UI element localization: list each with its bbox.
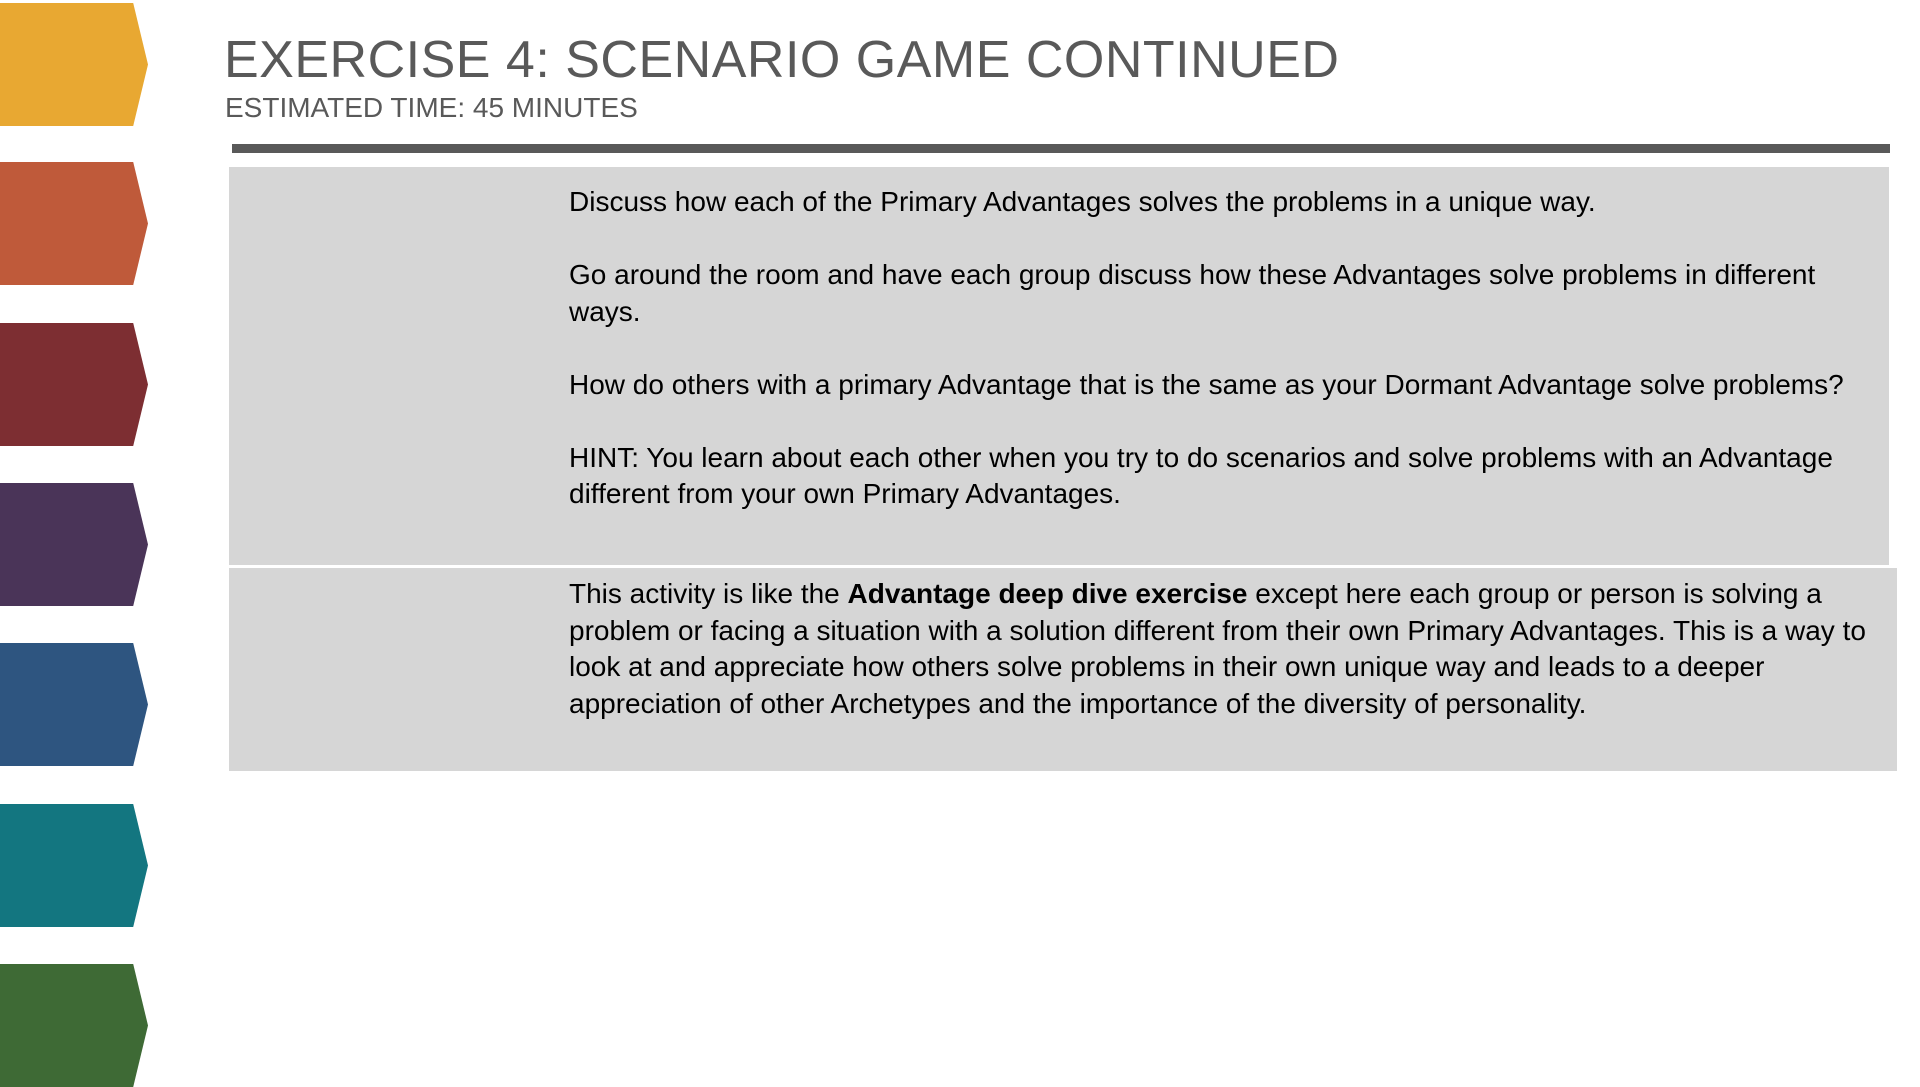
color-tab-purple — [0, 483, 148, 606]
discussion-paragraph: Go around the room and have each group discuss how these Advantages solve problems in different ways. — [569, 259, 1816, 327]
exercise-table — [233, 167, 1889, 771]
page-title: EXERCISE 4: SCENARIO GAME CONTINUED — [224, 31, 1340, 89]
color-tab-blue — [0, 643, 148, 766]
discussion-content — [229, 167, 1889, 565]
color-tab-green — [0, 964, 148, 1087]
color-tab-orange — [0, 162, 148, 285]
color-tabs — [0, 0, 150, 1080]
color-tab-yellow — [0, 3, 148, 126]
communication-content — [229, 568, 1897, 771]
title-divider — [232, 144, 1890, 153]
communication-text-after: except here each group or person is solving a problem or facing a situation with a solution different from their own Primary Advantages. This is a way to look at and appreciate how others solve problems in their own unique way and leads to a deeper appreciation of other Archetypes and the importance of the diversity of personality. — [569, 578, 1866, 719]
communication-paragraph — [569, 576, 1897, 722]
page-subtitle: ESTIMATED TIME: 45 MINUTES — [225, 92, 638, 123]
color-tab-red — [0, 323, 148, 446]
discussion-paragraph: How do others with a primary Advantage that is the same as your Dormant Advantage solve problems? — [569, 368, 1844, 400]
table-row-communication — [233, 565, 1889, 771]
table-row-discussion — [233, 167, 1889, 565]
communication-text-bold: Advantage deep dive exercise — [847, 578, 1248, 609]
discussion-paragraph: HINT: You learn about each other when you try to do scenarios and solve problems with an Advantage different from your own Primary Advantages. — [569, 441, 1833, 509]
communication-text-before: This activity is like the — [569, 578, 848, 609]
discussion-paragraph: Discuss how each of the Primary Advantages solves the problems in a unique way. — [569, 186, 1596, 217]
color-tab-teal — [0, 804, 148, 927]
